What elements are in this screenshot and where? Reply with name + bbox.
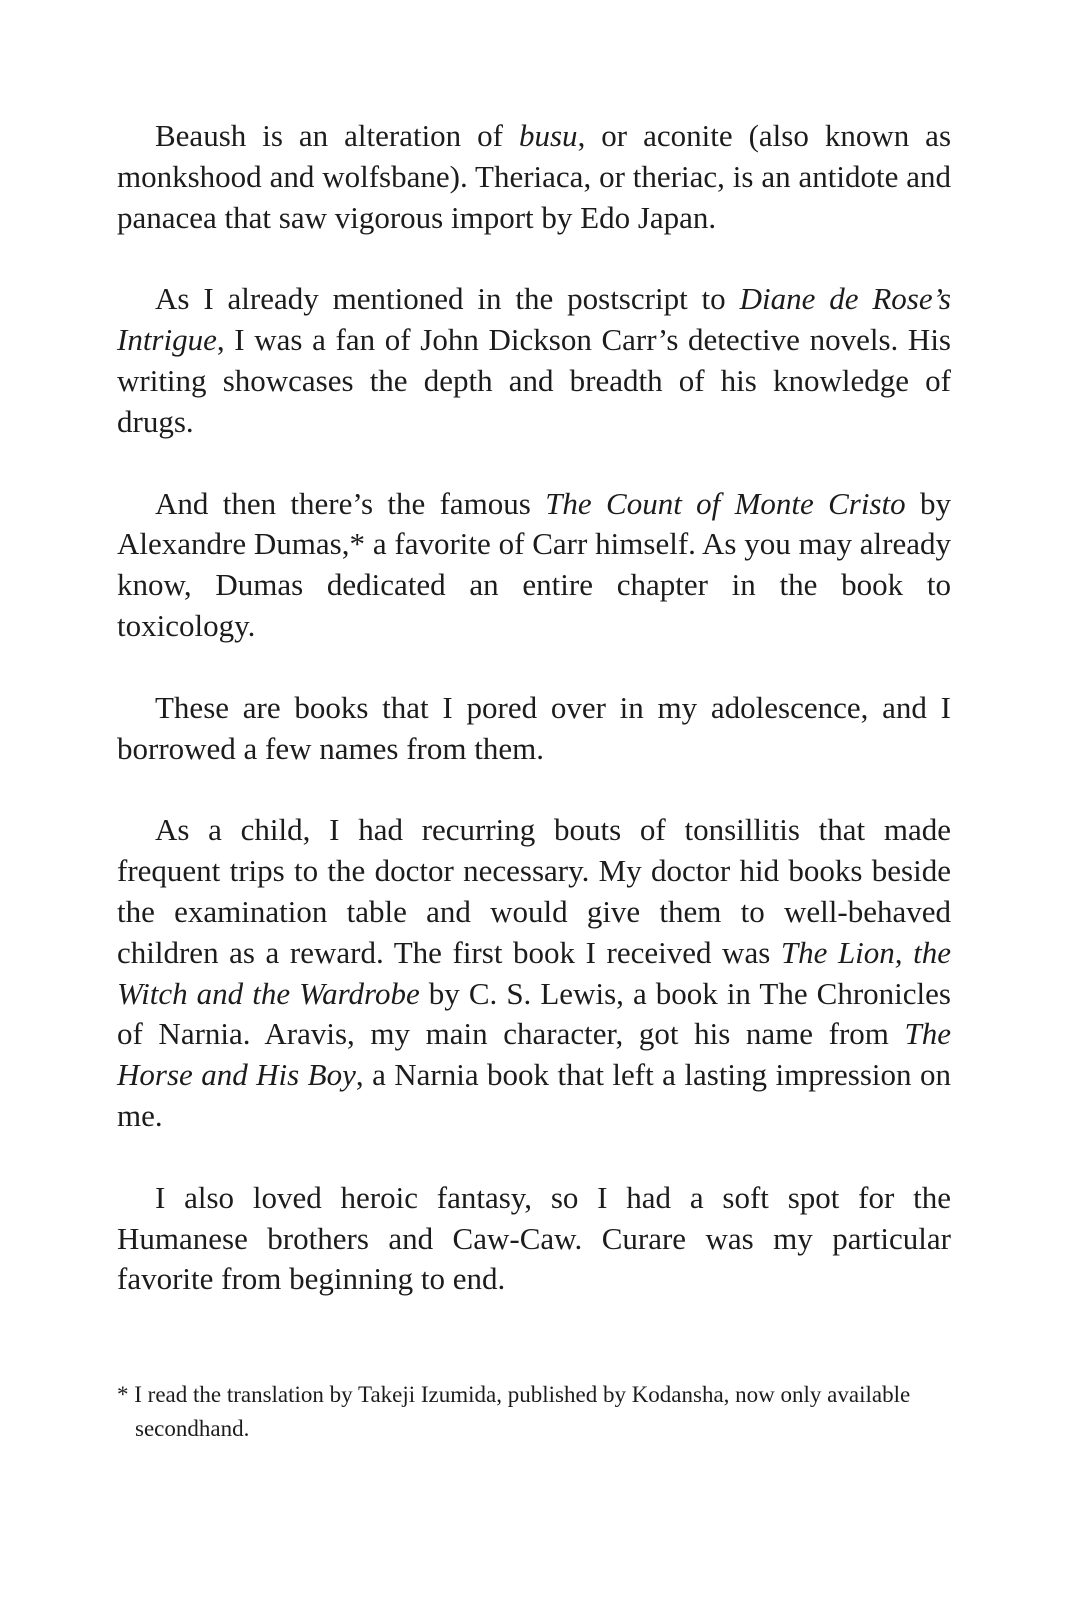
paragraph [117, 810, 951, 1136]
italic-title: The Lion, the Witch and the Wardrobe [117, 934, 951, 1011]
paragraph [117, 484, 951, 647]
italic-title: The Count of Monte Cristo [545, 485, 906, 521]
text-segment: As a child, I had recurring bouts of tonsillitis that made frequent trips to the doctor necessary. My doctor hid books beside the examination table and would give them to well-behaved children as a reward. The first book I received was [117, 812, 951, 970]
paragraph [117, 116, 951, 238]
paragraph [117, 688, 951, 770]
text-segment: As I already mentioned in the postscript to [155, 281, 740, 317]
text-segment: I also loved heroic fantasy, so I had a soft spot for the Humanese brothers and Caw-Caw. Curare was my particular favorite from beginning to end. [117, 1179, 951, 1297]
text-segment: by C. S. Lewis, a book in The Chronicles of Narnia. Aravis, my main character, got his name from [117, 975, 951, 1052]
text-segment: by Alexandre Dumas,* a favorite of Carr himself. As you may already know, Dumas dedicated an entire chapter in the book to toxicology. [117, 485, 951, 643]
text-segment: And then there’s the famous [155, 485, 546, 521]
italic-title: busu [518, 118, 578, 153]
footnote: * I read the translation by Takeji Izumida, published by Kodansha, now only available secondhand. [117, 1382, 911, 1441]
text-segment: , a Narnia book that left a lasting impression on me. [117, 1057, 951, 1133]
italic-title: Diane de Rose’s Intrigue [117, 281, 951, 358]
text-segment: Beaush is an alteration of [155, 118, 519, 153]
page-body [117, 116, 951, 1341]
paragraph [117, 279, 951, 442]
text-segment: , I was a fan of John Dickson Carr’s detective novels. His writing showcases the depth and breadth of his knowledge of drugs. [117, 322, 951, 439]
text-segment: These are books that I pored over in my adolescence, and I borrowed a few names from them. [117, 689, 951, 766]
text-segment: , or aconite (also known as monkshood and wolfsbane). Theriaca, or theriac, is an antidote and panacea that saw vigorous import by Edo Japan. [117, 118, 952, 235]
italic-title: The Horse and His Boy [117, 1016, 951, 1093]
paragraph [117, 1178, 951, 1300]
